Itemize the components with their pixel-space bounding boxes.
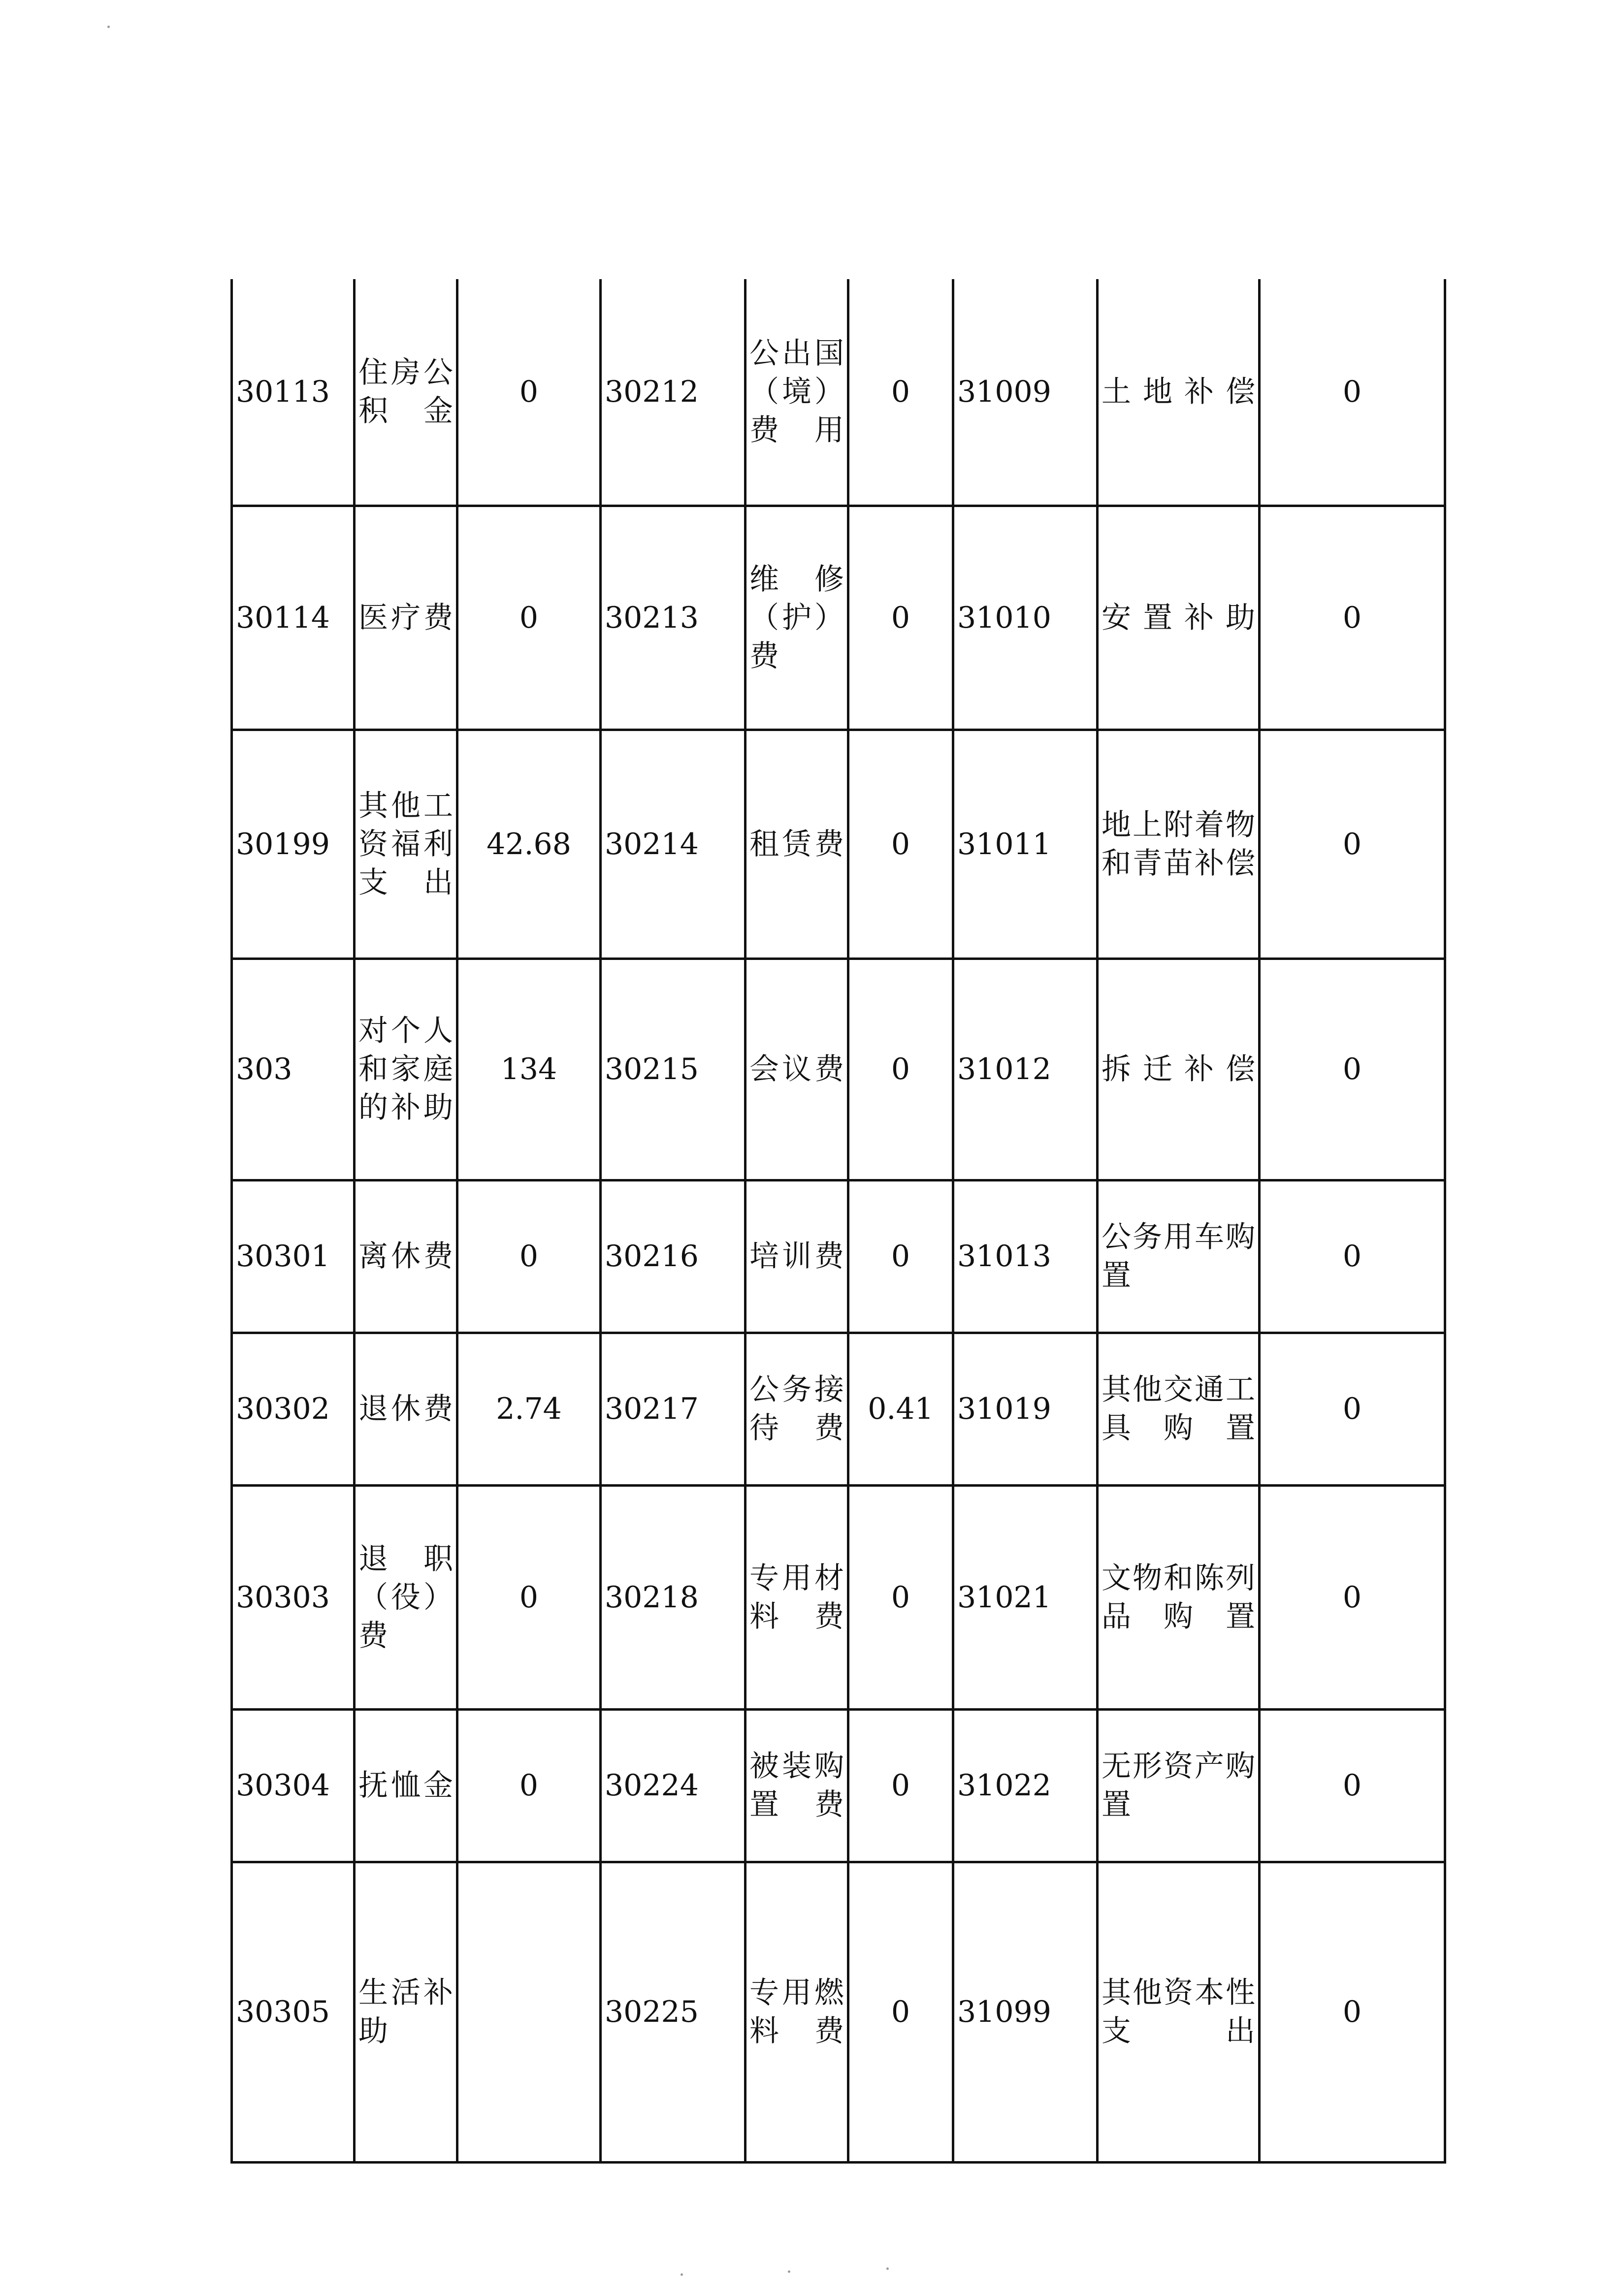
scan-speck [788,2270,790,2273]
table-row [232,506,1445,730]
item-code: 30304 [232,1709,355,1862]
item-amount: 0 [848,730,953,958]
item-name: 抚恤金 [355,1709,457,1862]
item-name: 其他资本性支出 [1098,1862,1260,2162]
item-name: 土地补偿 [1098,279,1260,506]
item-amount: 0 [848,958,953,1180]
item-code: 30214 [601,730,746,958]
item-amount: 0 [848,1485,953,1709]
table-row [232,1485,1445,1709]
scan-speck [681,2273,683,2276]
item-name: 租赁费 [746,730,848,958]
item-name: 专用材料费 [746,1485,848,1709]
item-name: 其他交通工具购置 [1098,1333,1260,1485]
item-name: 对个人和家庭的补助 [355,958,457,1180]
table-row [232,958,1445,1180]
item-code: 30218 [601,1485,746,1709]
item-code: 30305 [232,1862,355,2162]
item-code: 31010 [953,506,1098,730]
item-code: 30113 [232,279,355,506]
item-code: 30303 [232,1485,355,1709]
item-amount: 0 [457,1180,601,1333]
item-code: 30224 [601,1709,746,1862]
item-code: 31012 [953,958,1098,1180]
item-amount: 0 [1260,730,1445,958]
budget-expenditure-table [230,279,1446,2164]
item-code: 31011 [953,730,1098,958]
item-amount: 2.74 [457,1333,601,1485]
scan-speck [107,26,110,28]
item-amount [457,1862,601,2162]
item-code: 30301 [232,1180,355,1333]
item-name: 退职（役）费 [355,1485,457,1709]
item-amount: 0 [457,506,601,730]
item-code: 30302 [232,1333,355,1485]
item-name: 其他工资福利支出 [355,730,457,958]
item-code: 31013 [953,1180,1098,1333]
item-amount: 0 [457,279,601,506]
item-code: 31099 [953,1862,1098,2162]
item-amount: 0 [1260,279,1445,506]
item-name: 公务用车购置 [1098,1180,1260,1333]
table-row [232,730,1445,958]
item-amount: 0 [1260,1333,1445,1485]
item-name: 公务接待费 [746,1333,848,1485]
item-code: 31009 [953,279,1098,506]
item-name: 离休费 [355,1180,457,1333]
item-name: 文物和陈列品购置 [1098,1485,1260,1709]
item-code: 30213 [601,506,746,730]
table-row [232,279,1445,506]
item-name: 生活补助 [355,1862,457,2162]
item-amount: 42.68 [457,730,601,958]
item-amount: 0.41 [848,1333,953,1485]
item-amount: 0 [1260,1180,1445,1333]
item-name: 培训费 [746,1180,848,1333]
item-name: 专用燃料费 [746,1862,848,2162]
item-amount: 0 [1260,1485,1445,1709]
table-row [232,1333,1445,1485]
item-amount: 134 [457,958,601,1180]
item-name: 住房公积金 [355,279,457,506]
item-amount: 0 [848,1862,953,2162]
item-code: 31021 [953,1485,1098,1709]
item-name: 公出国（境）费用 [746,279,848,506]
table-row [232,1862,1445,2162]
item-amount: 0 [848,1709,953,1862]
item-name: 退休费 [355,1333,457,1485]
item-name: 地上附着物和青苗补偿 [1098,730,1260,958]
item-amount: 0 [1260,506,1445,730]
table-row [232,1709,1445,1862]
item-name: 维修（护）费 [746,506,848,730]
item-amount: 0 [1260,958,1445,1180]
item-amount: 0 [848,506,953,730]
item-code: 30215 [601,958,746,1180]
item-amount: 0 [457,1709,601,1862]
item-code: 30199 [232,730,355,958]
item-name: 医疗费 [355,506,457,730]
table-row [232,1180,1445,1333]
item-code: 30212 [601,279,746,506]
scan-speck [886,2267,889,2270]
item-amount: 0 [457,1485,601,1709]
item-code: 30114 [232,506,355,730]
item-name: 会议费 [746,958,848,1180]
item-amount: 0 [848,279,953,506]
item-name: 拆迁补偿 [1098,958,1260,1180]
item-name: 无形资产购置 [1098,1709,1260,1862]
item-code: 303 [232,958,355,1180]
item-code: 30217 [601,1333,746,1485]
item-amount: 0 [1260,1862,1445,2162]
item-code: 31019 [953,1333,1098,1485]
item-code: 30225 [601,1862,746,2162]
item-amount: 0 [1260,1709,1445,1862]
item-code: 31022 [953,1709,1098,1862]
item-name: 安置补助 [1098,506,1260,730]
item-name: 被装购置费 [746,1709,848,1862]
item-code: 30216 [601,1180,746,1333]
item-amount: 0 [848,1180,953,1333]
